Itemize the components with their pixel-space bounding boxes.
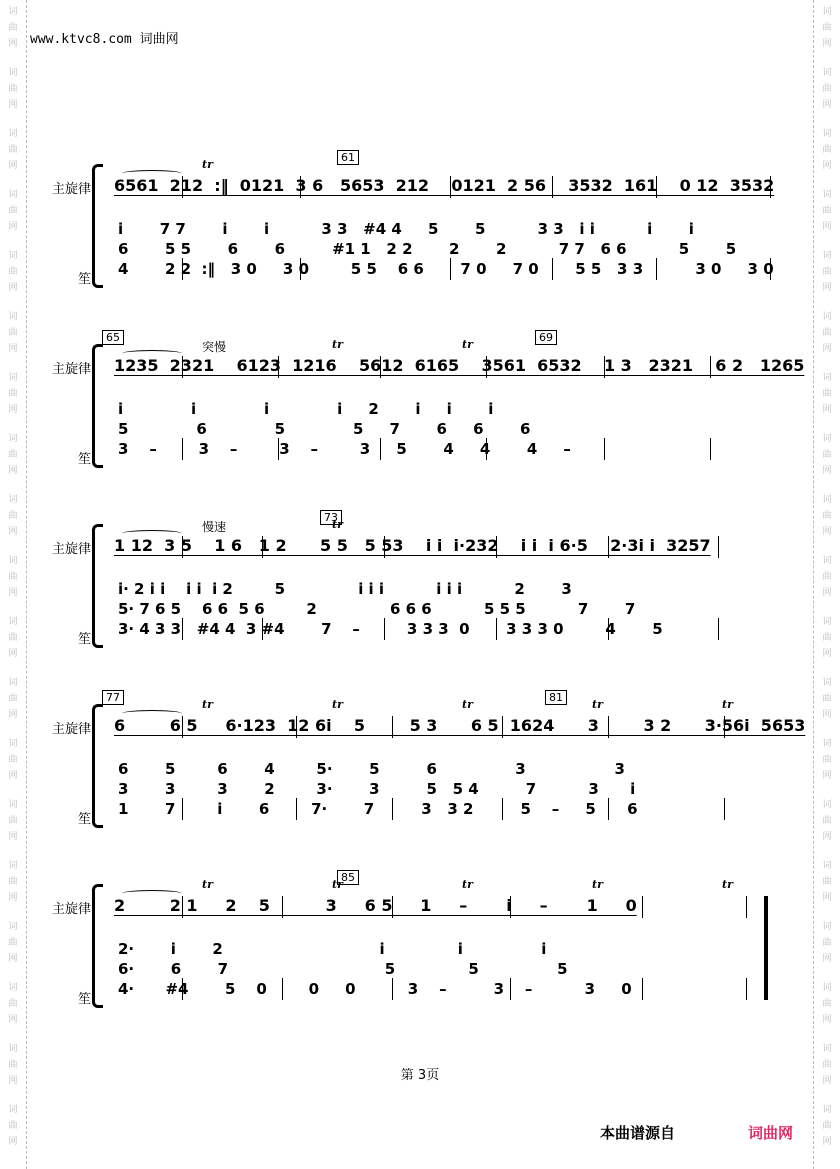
watermark-glyph: 网: [822, 649, 832, 659]
watermark-glyph: 词: [8, 68, 18, 78]
watermark-glyph: 曲: [8, 755, 18, 765]
watermark-glyph: 词: [8, 556, 18, 566]
accompaniment-chord-top: 2· i 2 i i i: [118, 940, 547, 958]
accompaniment-barline: [724, 798, 725, 820]
watermark-glyph: 曲: [822, 1060, 832, 1070]
accompaniment-chord-mid: 5· 7 6 5 6 6 5 6 2 6 6 6 5 5 5 7 7: [118, 600, 636, 618]
watermark-glyph: 网: [8, 1137, 18, 1147]
melody-notation: 1235 2321 6123 1216 5612 6165 3561 6532 1 3 2321 6 2 1265: [114, 356, 805, 375]
melody-barline: [642, 896, 643, 918]
trill-mark: tr: [332, 338, 343, 351]
watermark-glyph: 曲: [8, 389, 18, 399]
watermark-glyph: 网: [822, 344, 832, 354]
watermark-glyph: 网: [8, 771, 18, 781]
watermark-glyph: 网: [822, 710, 832, 720]
watermark-glyph: 词: [822, 190, 832, 200]
watermark-glyph: 网: [8, 954, 18, 964]
watermark-glyph: 词: [822, 373, 832, 383]
trill-mark: tr: [592, 878, 603, 891]
watermark-glyph: 词: [822, 861, 832, 871]
page-number: 第 3页: [400, 1068, 440, 1083]
slur: [122, 890, 182, 897]
melody-label: 主旋律: [52, 362, 92, 377]
source-label: 本曲谱源自: [600, 1124, 676, 1142]
watermark-glyph: 词: [8, 739, 18, 749]
watermark-glyph: 曲: [8, 1121, 18, 1131]
accompaniment-barline: [642, 978, 643, 1000]
watermark-glyph: 曲: [822, 999, 832, 1009]
measure-number: 81: [545, 690, 567, 705]
watermark-glyph: 网: [822, 283, 832, 293]
trill-mark: tr: [202, 698, 213, 711]
watermark-glyph: 曲: [8, 999, 18, 1009]
accompaniment-chord-bot: 1 7 i 6 7· 7 3 3 2 5 – 5 6: [118, 800, 638, 818]
watermark-glyph: 曲: [8, 816, 18, 826]
accompaniment-chord-mid: 3 3 3 2 3· 3 5 5 4 7 3 i: [118, 780, 636, 798]
score-system: [52, 510, 774, 650]
watermark-glyph: 词: [822, 922, 832, 932]
slur: [122, 170, 182, 177]
watermark-glyph: 词: [822, 556, 832, 566]
watermark-glyph: 网: [822, 832, 832, 842]
score-system: [52, 870, 774, 1010]
watermark-glyph: 词: [8, 922, 18, 932]
trill-mark: tr: [332, 518, 343, 531]
watermark-glyph: 词: [8, 7, 18, 17]
sheng-label: 笙: [78, 992, 92, 1007]
watermark-glyph: 网: [822, 893, 832, 903]
watermark-glyph: 曲: [8, 23, 18, 33]
trill-mark: tr: [332, 878, 343, 891]
watermark-glyph: 词: [822, 312, 832, 322]
system-brace: [92, 704, 103, 828]
system-brace: [92, 884, 103, 1008]
accompaniment-chord-top: 6 5 6 4 5· 5 6 3 3: [118, 760, 625, 778]
melody-notation: 6 6 5 6·123 12 6i 5 5 3 6 5 1624 3 3 2 3·56i 5653: [114, 716, 806, 735]
watermark-glyph: 网: [8, 710, 18, 720]
watermark-glyph: 词: [822, 7, 832, 17]
watermark-glyph: 网: [8, 588, 18, 598]
watermark-glyph: 网: [822, 527, 832, 537]
trill-mark: tr: [202, 878, 213, 891]
watermark-glyph: 词: [822, 68, 832, 78]
watermark-glyph: 网: [822, 771, 832, 781]
watermark-glyph: 词: [8, 800, 18, 810]
watermark-glyph: 网: [8, 344, 18, 354]
accompaniment-chord-top: i· 2 i i i i i 2 5 i i i i i i 2 3: [118, 580, 572, 598]
trill-mark: tr: [462, 698, 473, 711]
watermark-glyph: 曲: [822, 511, 832, 521]
melody-barline: [718, 536, 719, 558]
measure-number: 77: [102, 690, 124, 705]
watermark-glyph: 网: [822, 39, 832, 49]
tempo-mark: 突慢: [202, 340, 227, 354]
watermark-glyph: 网: [8, 893, 18, 903]
watermark-glyph: 网: [822, 466, 832, 476]
watermark-glyph: 网: [822, 1076, 832, 1086]
sheng-label: 笙: [78, 272, 92, 287]
watermark-glyph: 曲: [8, 450, 18, 460]
watermark-glyph: 曲: [8, 267, 18, 277]
left-watermark-strip: [0, 0, 27, 1169]
trill-mark: tr: [202, 158, 213, 171]
watermark-glyph: 网: [822, 100, 832, 110]
accompaniment-chord-bot: 4 2 2 :‖ 3 0 3 0 5 5 6 6 7 0 7 0 5 5 3 3 3 0 3 0: [118, 260, 774, 278]
accompaniment-barline: [746, 978, 747, 1000]
system-brace: [92, 524, 103, 648]
accompaniment-barline: [718, 618, 719, 640]
watermark-glyph: 曲: [822, 267, 832, 277]
accompaniment-barline: [710, 438, 711, 460]
watermark-glyph: 网: [8, 283, 18, 293]
watermark-glyph: 词: [8, 983, 18, 993]
sheng-label: 笙: [78, 812, 92, 827]
trill-mark: tr: [592, 698, 603, 711]
watermark-glyph: 网: [8, 832, 18, 842]
watermark-glyph: 词: [822, 800, 832, 810]
watermark-glyph: 词: [8, 861, 18, 871]
system-brace: [92, 344, 103, 468]
watermark-glyph: 词: [8, 434, 18, 444]
watermark-glyph: 曲: [8, 145, 18, 155]
trill-mark: tr: [462, 878, 473, 891]
melody-label: 主旋律: [52, 542, 92, 557]
watermark-glyph: 词: [822, 617, 832, 627]
watermark-glyph: 词: [822, 983, 832, 993]
watermark-glyph: 曲: [8, 633, 18, 643]
melody-barline: [746, 896, 747, 918]
watermark-glyph: 词: [8, 373, 18, 383]
watermark-glyph: 词: [822, 251, 832, 261]
watermark-glyph: 网: [822, 954, 832, 964]
measure-number: 85: [337, 870, 359, 885]
sheng-label: 笙: [78, 452, 92, 467]
watermark-glyph: 曲: [822, 328, 832, 338]
watermark-glyph: 网: [8, 161, 18, 171]
system-brace: [92, 164, 103, 288]
trill-mark: tr: [462, 338, 473, 351]
score-system: [52, 690, 806, 830]
melody-notation: 2 2 1 2 5 3 6 5 1 – i – 1 0: [114, 896, 637, 915]
watermark-glyph: 词: [8, 617, 18, 627]
accompaniment-chord-mid: 6 5 5 6 6 #1 1 2 2 2 2 7 7 6 6 5 5: [118, 240, 737, 258]
watermark-glyph: 词: [8, 190, 18, 200]
slur: [122, 710, 182, 717]
accompaniment-chord-mid: 6· 6 7 5 5 5: [118, 960, 568, 978]
watermark-glyph: 曲: [822, 145, 832, 155]
watermark-glyph: 词: [8, 1044, 18, 1054]
measure-number: 61: [337, 150, 359, 165]
accompaniment-chord-bot: 3· 4 3 3 #4 4 3 #4 7 – 3 3 3 0 3 3 3 0 4 5: [118, 620, 663, 638]
watermark-glyph: 曲: [822, 938, 832, 948]
watermark-glyph: 曲: [822, 572, 832, 582]
watermark-glyph: 网: [822, 1015, 832, 1025]
melody-notation: 1 12 3 5 1 6 1 2 5 5 5 53 i i i·232 i i i 6·5 2·3i i 3257: [114, 536, 711, 555]
watermark-glyph: 词: [822, 1044, 832, 1054]
score-system: [52, 330, 805, 470]
watermark-glyph: 曲: [822, 755, 832, 765]
watermark-glyph: 网: [8, 222, 18, 232]
watermark-glyph: 词: [822, 678, 832, 688]
melody-label: 主旋律: [52, 182, 92, 197]
watermark-glyph: 曲: [8, 511, 18, 521]
watermark-glyph: 词: [822, 434, 832, 444]
trill-mark: tr: [722, 698, 733, 711]
watermark-glyph: 曲: [8, 1060, 18, 1070]
source-site-link[interactable]: 词曲网: [748, 1124, 794, 1142]
site-url[interactable]: www.ktvc8.com: [30, 32, 132, 47]
watermark-glyph: 网: [8, 405, 18, 415]
watermark-glyph: 网: [8, 100, 18, 110]
watermark-glyph: 曲: [822, 84, 832, 94]
accompaniment-barline: [604, 438, 605, 460]
watermark-glyph: 网: [822, 1137, 832, 1147]
melody-label: 主旋律: [52, 902, 92, 917]
watermark-glyph: 曲: [822, 694, 832, 704]
watermark-glyph: 曲: [8, 938, 18, 948]
watermark-glyph: 词: [8, 129, 18, 139]
watermark-glyph: 曲: [822, 389, 832, 399]
watermark-glyph: 曲: [8, 694, 18, 704]
watermark-glyph: 网: [822, 161, 832, 171]
right-watermark-strip: [813, 0, 840, 1169]
watermark-glyph: 词: [8, 495, 18, 505]
watermark-glyph: 网: [8, 39, 18, 49]
measure-number: 73: [320, 510, 342, 525]
site-name[interactable]: 词曲网: [139, 32, 179, 47]
accompaniment-chord-top: i 7 7 i i 3 3 #4 4 5 5 3 3 i i i i: [118, 220, 694, 238]
watermark-glyph: 曲: [822, 1121, 832, 1131]
trill-mark: tr: [722, 878, 733, 891]
trill-mark: tr: [332, 698, 343, 711]
score-system: [52, 150, 774, 290]
tempo-mark: 慢速: [202, 520, 227, 534]
melody-notation: 6561 212 :‖ 0121 3 6 5653 212 0121 2 56 3532 161 0 12 3532: [114, 176, 775, 195]
watermark-glyph: 网: [822, 405, 832, 415]
accompaniment-chord-mid: 5 6 5 5 7 6 6 6: [118, 420, 531, 438]
watermark-glyph: 曲: [822, 633, 832, 643]
watermark-glyph: 词: [822, 739, 832, 749]
watermark-glyph: 词: [822, 495, 832, 505]
watermark-glyph: 曲: [8, 328, 18, 338]
watermark-glyph: 网: [8, 1015, 18, 1025]
accompaniment-chord-bot: 3 – 3 – 3 – 3 5 4 4 4 –: [118, 440, 571, 458]
watermark-glyph: 曲: [822, 450, 832, 460]
watermark-glyph: 词: [8, 678, 18, 688]
watermark-glyph: 曲: [8, 206, 18, 216]
slur: [122, 350, 182, 357]
watermark-glyph: 网: [8, 527, 18, 537]
site-header[interactable]: [30, 28, 179, 47]
watermark-glyph: 词: [8, 251, 18, 261]
sheng-label: 笙: [78, 632, 92, 647]
measure-number: 69: [535, 330, 557, 345]
melody-label: 主旋律: [52, 722, 92, 737]
watermark-glyph: 网: [8, 1076, 18, 1086]
accompaniment-chord-bot: 4· #4 5 0 0 0 3 – 3 – 3 0: [118, 980, 632, 998]
final-barline: [764, 896, 768, 1000]
watermark-glyph: 曲: [822, 206, 832, 216]
slur: [122, 530, 182, 537]
watermark-glyph: 曲: [8, 84, 18, 94]
watermark-glyph: 词: [8, 312, 18, 322]
watermark-glyph: 网: [8, 649, 18, 659]
accompaniment-chord-top: i i i i 2 i i i: [118, 400, 494, 418]
watermark-glyph: 词: [822, 129, 832, 139]
watermark-glyph: 网: [822, 588, 832, 598]
watermark-glyph: 词: [8, 1105, 18, 1115]
watermark-glyph: 词: [822, 1105, 832, 1115]
watermark-glyph: 曲: [822, 816, 832, 826]
watermark-glyph: 曲: [822, 877, 832, 887]
measure-number: 65: [102, 330, 124, 345]
watermark-glyph: 网: [8, 466, 18, 476]
watermark-glyph: 曲: [8, 877, 18, 887]
watermark-glyph: 网: [822, 222, 832, 232]
watermark-glyph: 曲: [822, 23, 832, 33]
watermark-glyph: 曲: [8, 572, 18, 582]
